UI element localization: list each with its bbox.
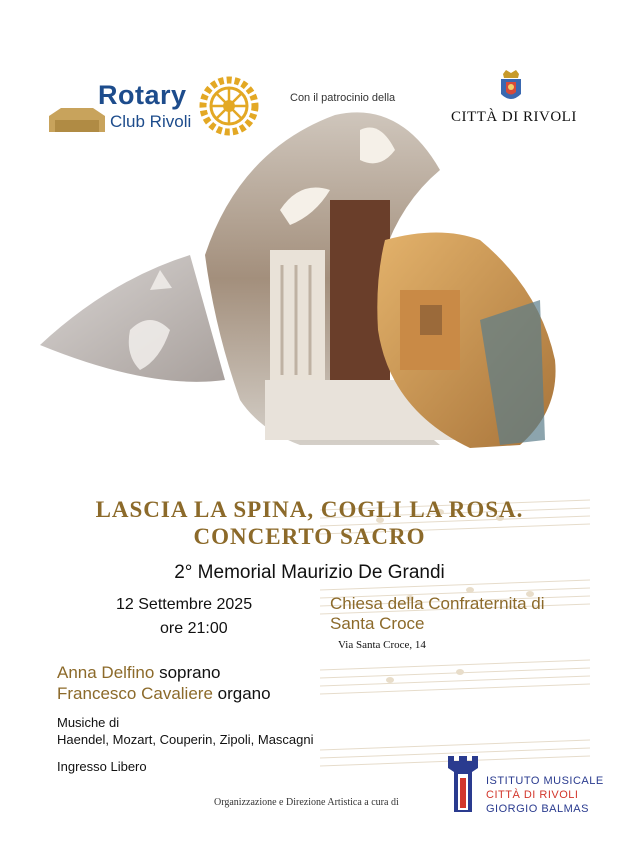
event-title-line2: CONCERTO SACRO [193,524,426,549]
performer-role: organo [217,684,271,703]
performer-2 [57,684,271,704]
performer-role: soprano [159,663,221,682]
venue-name [330,594,545,634]
rotary-name: Rotary [98,80,187,110]
organization-text: Organizzazione e Direzione Artistica a cura di [214,797,399,808]
venue-line1: Chiesa della Confraternita di [330,594,545,613]
performer-name: Anna Delfino [57,663,155,682]
city-name: CITTÀ DI RIVOLI [451,109,577,125]
performer-1 [57,663,221,683]
event-time: ore 21:00 [160,620,228,637]
club-name: Club Rivoli [110,112,192,131]
memorial-subtitle: 2° Memorial Maurizio De Grandi [174,562,445,583]
venue-address: Via Santa Croce, 14 [338,639,426,651]
left-photo-petal [40,255,225,382]
performer-name: Francesco Cavaliere [57,684,213,703]
event-title-line1: LASCIA LA SPINA, COGLI LA ROSA. [95,497,524,522]
tower-logo-icon [444,752,482,818]
admission-text: Ingresso Libero [57,759,147,774]
music-label: Musiche di [57,715,120,730]
patronage-text: Con il patrocinio della [290,92,396,104]
event-date: 12 Settembre 2025 [116,596,253,613]
composers-list: Haendel, Mozart, Couperin, Zipoli, Mascagni [57,732,314,747]
venue-line2: Santa Croce [330,614,425,633]
institute-line2: CITTÀ DI RIVOLI [486,789,579,801]
institute-line3: GIORGIO BALMAS [486,803,589,815]
institute-line1: ISTITUTO MUSICALE [486,775,604,787]
